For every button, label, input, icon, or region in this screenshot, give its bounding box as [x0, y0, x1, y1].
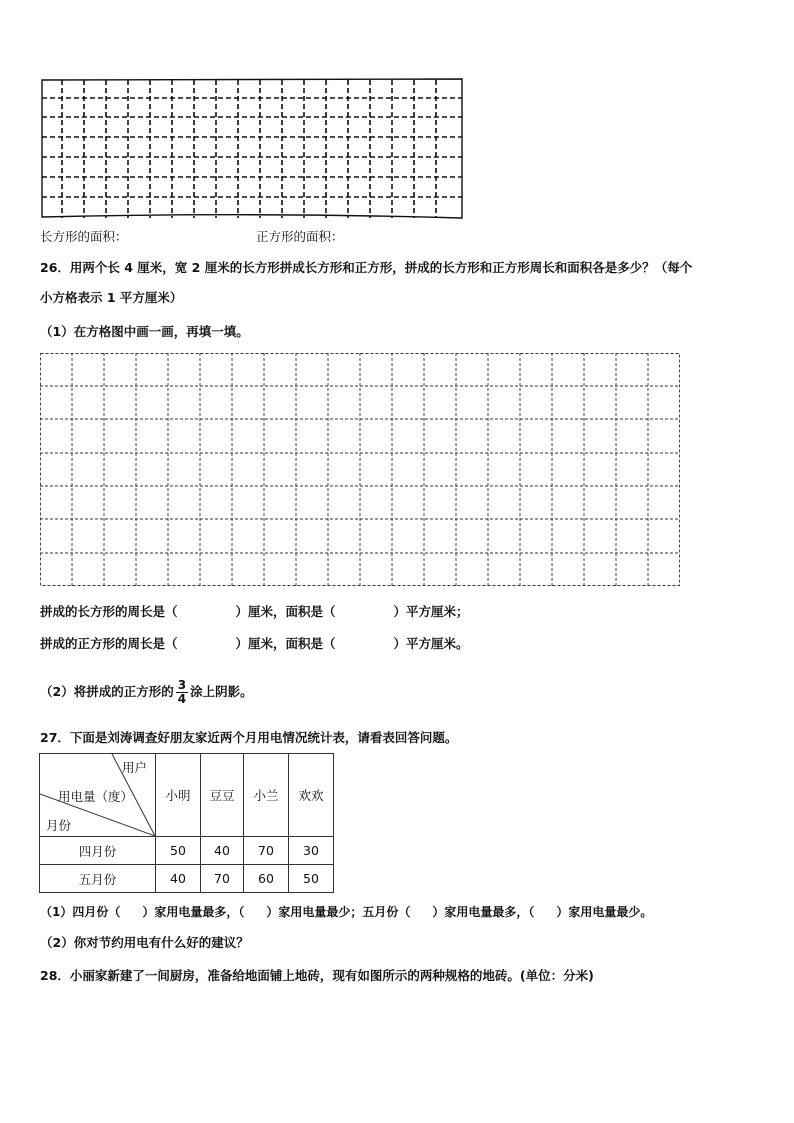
table-cell: 50 — [289, 865, 334, 893]
fraction-numerator: 3 — [177, 678, 187, 692]
electricity-table — [39, 753, 334, 893]
rect-area-prefix: ）厘米，面积是（ — [235, 604, 336, 619]
q27-q1-e: ）家用电量最少。 — [556, 905, 653, 919]
header-month: 月份 — [46, 818, 72, 833]
table-cell: 40 — [201, 837, 244, 865]
q27-prompt: 27．下面是刘涛调查好朋友家近两个月用电情况统计表，请看表回答问题。 — [40, 730, 458, 745]
q26-part1: （1）在方格图中画一画，再填一填。 — [40, 324, 249, 339]
square-area-suffix: ）平方厘米。 — [393, 636, 469, 651]
table-cell: 70 — [244, 837, 289, 865]
q26-prompt-line2: 小方格表示 1 平方厘米） — [40, 290, 183, 305]
table-cell: 30 — [289, 837, 334, 865]
table-row — [40, 865, 334, 893]
q28-prompt: 28．小丽家新建了一间厨房，准备给地面铺上地砖，现有如图所示的两种规格的地砖。(单位：分米) — [40, 968, 594, 983]
q27-q1-d: ）家用电量最多，（ — [432, 905, 535, 919]
q27-q1-a: （1）四月份（ — [40, 905, 121, 919]
row-month: 四月份 — [40, 837, 156, 865]
column-header: 小明 — [156, 754, 201, 837]
top-grid — [40, 78, 464, 220]
table-row — [40, 837, 334, 865]
q26-part2 — [40, 677, 253, 707]
row-month: 五月份 — [40, 865, 156, 893]
q27-q2: （2）你对节约用电有什么好的建议？ — [40, 935, 249, 950]
rect-area-suffix: ）平方厘米； — [393, 604, 469, 619]
rect-area-label: 长方形的面积： — [40, 229, 128, 244]
table-diagonal-header — [40, 754, 156, 837]
q27-q1-b: ）家用电量最多，（ — [142, 905, 245, 919]
fraction-three-quarters — [176, 679, 188, 706]
drawing-grid[interactable] — [40, 353, 680, 586]
square-perimeter-line — [40, 636, 469, 652]
square-area-label: 正方形的面积： — [256, 229, 344, 244]
column-header: 小兰 — [244, 754, 289, 837]
q27-q1-line — [40, 904, 652, 920]
column-header: 欢欢 — [289, 754, 334, 837]
column-header: 豆豆 — [201, 754, 244, 837]
header-usage: 用电量（度） — [58, 789, 134, 804]
table-cell: 40 — [156, 865, 201, 893]
q27-q1-c: ）家用电量最少；五月份（ — [266, 905, 411, 919]
square-perimeter-prefix: 拼成的正方形的周长是（ — [40, 636, 178, 651]
fraction-denominator: 4 — [177, 692, 187, 706]
q26-prompt-line1: 26．用两个长 4 厘米，宽 2 厘米的长方形拼成长方形和正方形，拼成的长方形和正方形周长和面积各是多少？（每个 — [40, 260, 693, 275]
table-cell: 60 — [244, 865, 289, 893]
table-cell: 50 — [156, 837, 201, 865]
square-area-prefix: ）厘米，面积是（ — [235, 636, 336, 651]
header-user: 用户 — [122, 760, 148, 775]
table-cell: 70 — [201, 865, 244, 893]
q26-part2-after: 涂上阴影。 — [190, 684, 253, 699]
rect-perimeter-prefix: 拼成的长方形的周长是（ — [40, 604, 178, 619]
q26-part2-before: （2）将拼成的正方形的 — [40, 684, 174, 699]
rect-perimeter-line — [40, 604, 469, 620]
